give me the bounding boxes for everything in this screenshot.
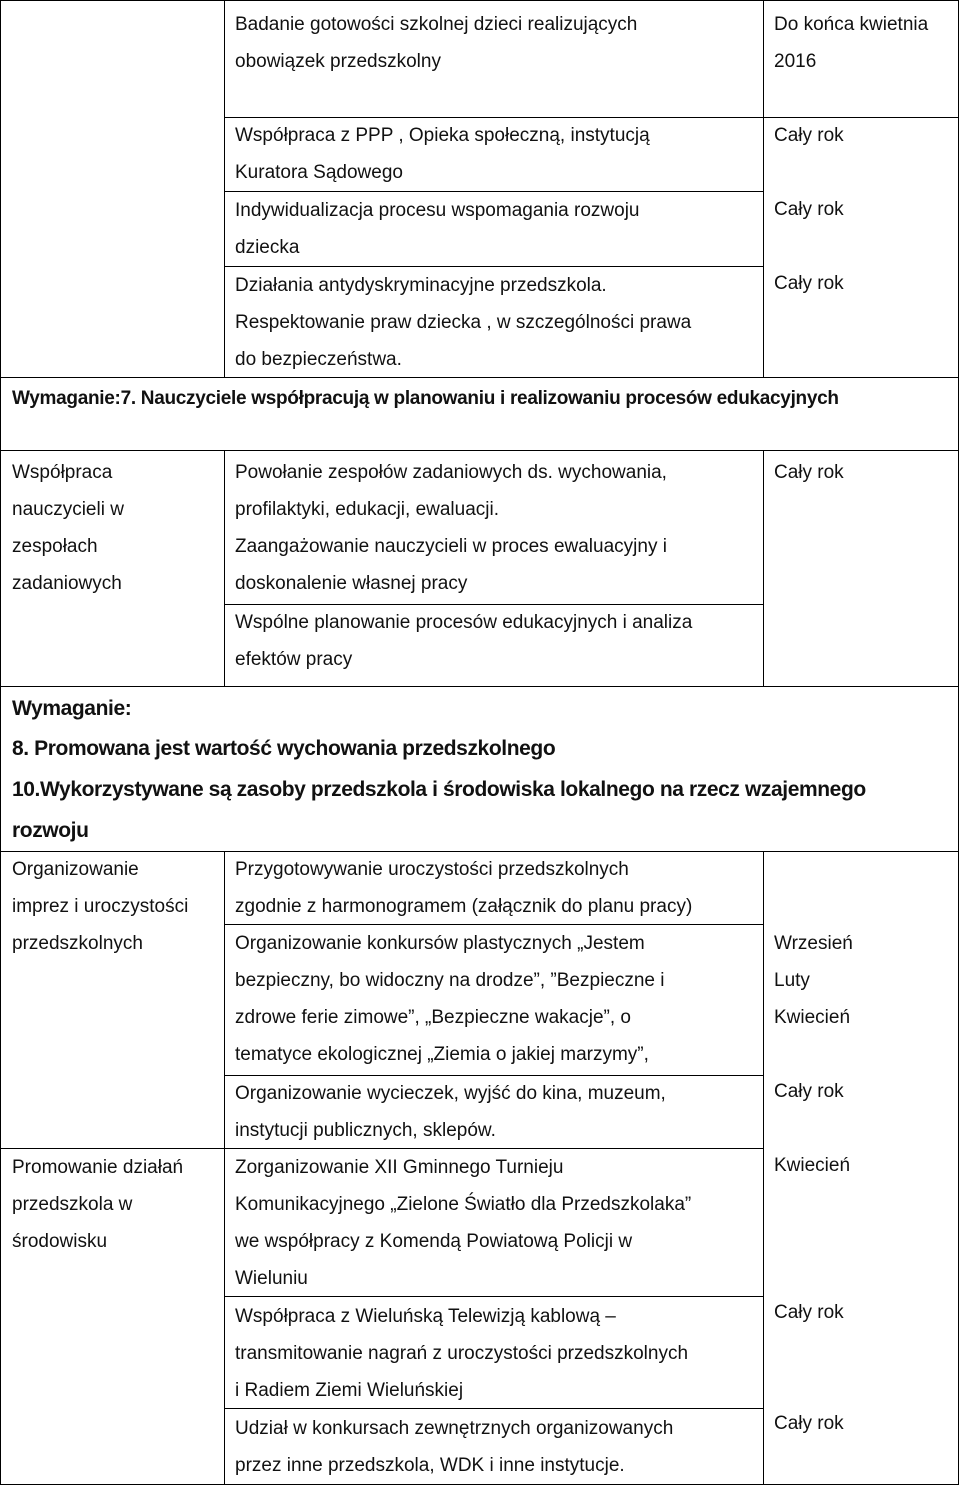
term-cell	[774, 1405, 844, 1442]
task-cell	[235, 267, 691, 378]
task-text: do bezpieczeństwa.	[235, 349, 402, 370]
term-text: Cały rok	[774, 462, 844, 483]
task-cell	[235, 604, 692, 678]
task-text: Współpraca z PPP , Opieka społeczną, instytucją	[235, 125, 650, 146]
area-text: zespołach	[12, 536, 98, 557]
row-divider	[0, 686, 959, 687]
area-text: nauczycieli w	[12, 499, 124, 520]
task-text: Przygotowywanie uroczystości przedszkolnych	[235, 859, 629, 880]
task-cell	[235, 1149, 691, 1297]
term-cell	[774, 925, 853, 1036]
term-text: Cały rok	[774, 199, 844, 220]
area-text: Współpraca	[12, 462, 113, 483]
requirement-label: Wymaganie:	[12, 697, 132, 720]
task-text: Wieluniu	[235, 1268, 308, 1289]
task-text: zdrowe ferie zimowe”, „Bezpieczne wakacje”, o	[235, 1007, 631, 1028]
term-cell	[774, 191, 844, 228]
area-text: imprez i uroczystości	[12, 896, 189, 917]
task-text: Działania antydyskryminacyjne przedszkola.	[235, 275, 607, 296]
divider-col2	[763, 450, 764, 686]
task-text: zgodnie z harmonogramem (załącznik do planu pracy)	[235, 896, 693, 917]
task-text: doskonalenie własnej pracy	[235, 573, 468, 594]
task-cell	[235, 454, 667, 602]
term-cell	[774, 6, 928, 80]
divider-col1	[224, 450, 225, 686]
task-text: Badanie gotowości szkolnej dzieci realizujących	[235, 14, 638, 35]
task-cell	[235, 1075, 666, 1149]
task-text: Organizowanie konkursów plastycznych „Jestem	[235, 933, 645, 954]
term-cell	[774, 1294, 844, 1331]
divider-col1	[224, 851, 225, 1485]
term-text: Luty	[774, 970, 810, 991]
task-text: Organizowanie wycieczek, wyjść do kina, muzeum,	[235, 1083, 666, 1104]
task-text: dziecka	[235, 237, 300, 258]
task-cell	[235, 117, 650, 191]
task-text: instytucji publicznych, sklepów.	[235, 1120, 496, 1141]
area-cell	[12, 851, 188, 962]
task-text: przez inne przedszkola, WDK i inne instytucje.	[235, 1455, 625, 1476]
task-cell	[235, 1410, 673, 1484]
requirement-10-heading: 10.Wykorzystywane są zasoby przedszkola i środowiska lokalnego na rzecz wzajemnego	[12, 778, 866, 801]
task-cell	[235, 6, 637, 80]
task-text: tematyce ekologicznej „Ziemia o jakiej marzymy”,	[235, 1044, 649, 1065]
task-text: Zaangażowanie nauczycieli w proces ewaluacyjny i	[235, 536, 667, 557]
divider-col1	[224, 0, 225, 377]
requirement-8-heading: 8. Promowana jest wartość wychowania przedszkolnego	[12, 737, 556, 760]
task-cell	[235, 925, 665, 1073]
term-text: Do końca kwietnia	[774, 14, 929, 35]
area-cell	[12, 454, 124, 602]
task-text: Respektowanie praw dziecka , w szczególności prawa	[235, 312, 692, 333]
area-text: przedszkola w	[12, 1194, 133, 1215]
area-cell	[12, 1149, 183, 1260]
term-text: Wrzesień	[774, 933, 853, 954]
term-cell	[774, 117, 844, 154]
task-text: profilaktyki, edukacji, ewaluacji.	[235, 499, 500, 520]
divider-col2	[763, 851, 764, 1485]
task-text: Udział w konkursach zewnętrznych organizowanych	[235, 1418, 674, 1439]
border-top	[0, 0, 959, 1]
term-text: Cały rok	[774, 1081, 844, 1102]
term-text: Kwiecień	[774, 1155, 851, 1176]
term-text: 2016	[774, 51, 817, 72]
task-text: bezpieczny, bo widoczny na drodze”, ”Bezpieczne i	[235, 970, 665, 991]
row-divider	[0, 450, 959, 451]
requirement-7-heading: Wymaganie:7. Nauczyciele współpracują w planowaniu i realizowaniu procesów edukacyjnych	[12, 388, 839, 409]
term-cell	[774, 265, 844, 302]
area-text: zadaniowych	[12, 573, 122, 594]
task-text: Zorganizowanie XII Gminnego Turnieju	[235, 1157, 564, 1178]
area-text: Organizowanie	[12, 859, 139, 880]
requirement-10-heading-cont: rozwoju	[12, 819, 89, 842]
task-text: obowiązek przedszkolny	[235, 51, 441, 72]
area-text: środowisku	[12, 1231, 108, 1252]
term-text: Cały rok	[774, 1413, 844, 1434]
task-cell	[235, 851, 692, 925]
border-right	[958, 0, 959, 1485]
task-text: i Radiem Ziemi Wieluńskiej	[235, 1380, 464, 1401]
task-text: transmitowanie nagrań z uroczystości przedszkolnych	[235, 1343, 689, 1364]
task-cell	[235, 192, 640, 266]
task-text: Wspólne planowanie procesów edukacyjnych i analiza	[235, 612, 693, 633]
term-text: Kwiecień	[774, 1007, 851, 1028]
term-cell	[774, 1073, 844, 1110]
task-cell	[235, 1298, 688, 1409]
task-text: Indywidualizacja procesu wspomagania rozwoju	[235, 200, 640, 221]
task-text: Współpraca z Wieluńską Telewizją kablową –	[235, 1306, 616, 1327]
term-text: Cały rok	[774, 125, 844, 146]
task-text: Powołanie zespołów zadaniowych ds. wychowania,	[235, 462, 667, 483]
border-left	[0, 0, 1, 1485]
term-cell	[774, 1147, 850, 1184]
divider-col2	[763, 0, 764, 377]
area-text: Promowanie działań	[12, 1157, 184, 1178]
term-text: Cały rok	[774, 273, 844, 294]
term-text: Cały rok	[774, 1302, 844, 1323]
task-text: we współpracy z Komendą Powiatową Policji w	[235, 1231, 633, 1252]
task-text: efektów pracy	[235, 649, 353, 670]
task-text: Komunikacyjnego „Zielone Światło dla Przedszkolaka”	[235, 1194, 692, 1215]
task-text: Kuratora Sądowego	[235, 162, 403, 183]
area-text: przedszkolnych	[12, 933, 143, 954]
